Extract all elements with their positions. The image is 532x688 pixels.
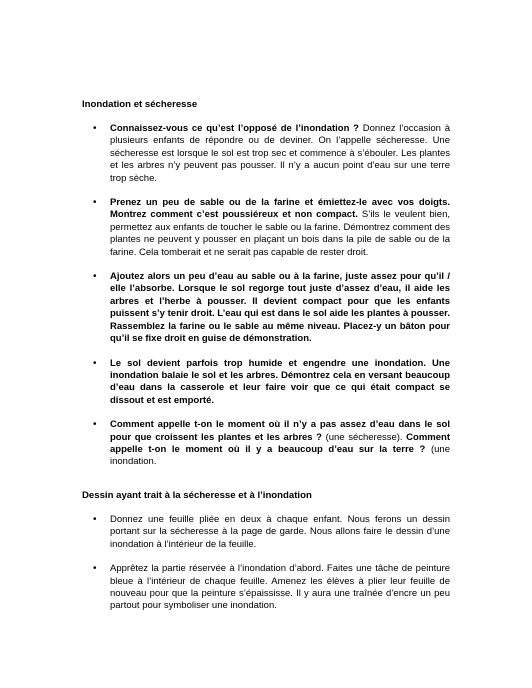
list-item-body: Donnez l’occasion à plusieurs enfants de répondre ou de deviner. On l’appelle sécheresse. Une sécheresse est lorsque le sol est trop sec et commence à s’ébouler. Les plantes et les arbres n’y peuvent pas pousser. Il n’y a aucun point d’eau sur une terre trop sèche. xyxy=(110,123,450,184)
bullet-icon: • xyxy=(93,563,97,575)
list-item-text xyxy=(110,419,450,469)
list-item xyxy=(0,123,532,185)
list-item-bold: Prenez un peu de sable ou de la farine et émiettez-le avec vos doigts. Montrez comment c’est poussiéreux et non compact. xyxy=(110,197,450,221)
list-item-text xyxy=(110,358,450,408)
list-item-text xyxy=(110,271,450,345)
list-item xyxy=(0,358,532,408)
bullet-icon: • xyxy=(93,357,97,369)
list-item-bold: Comment appelle t-on le moment où il n’y a pas assez d’eau dans le sol pour que croissent les plantes et les arbres ? xyxy=(110,419,450,443)
list-item-body: (une sécheresse). xyxy=(321,431,403,443)
bullet-icon: • xyxy=(93,271,97,283)
list-item xyxy=(0,197,532,259)
bullet-icon: • xyxy=(93,197,97,209)
list-item-body: S’ils le veulent bien, permettez aux enfants de toucher le sable ou la farine. Démontrez comment des plantes ne peuvent y pousser en plaçant un bois dans la pile de sable ou de la farine. Cela tomberait et ne serait pas capable de rester droit. xyxy=(110,209,450,258)
bullet-icon: • xyxy=(93,419,97,431)
list-item-text xyxy=(110,197,450,259)
list-item xyxy=(0,271,532,345)
list-item-bold: Le sol devient parfois trop humide et engendre une inondation. Une inondation balaie le sol et les arbres. Démontrez cela en versant beaucoup d’eau dans la casserole et leur faire voir que ce qui était compact se dissout et est emporté. xyxy=(110,357,450,406)
list-item-text: Apprêtez la partie réservée à l’inondation d’abord. Faites une tâche de peinture bleue à l’intérieur de chaque feuille. Amenez les élèves à plier leur feuille de nouveau pour que la peinture s’épaississe. Il y aura une traînée d’encre un peu partout pour symboliser une inondation. xyxy=(110,563,450,612)
section-heading-flood-drought: Inondation et sécheresse xyxy=(82,99,198,110)
list-item-body: (une inondation. xyxy=(110,443,450,468)
list-item xyxy=(0,563,532,613)
list-item xyxy=(0,419,532,469)
list-item xyxy=(0,514,532,551)
flood-drought-list xyxy=(0,123,532,469)
bullet-icon: • xyxy=(93,123,97,134)
list-item-text xyxy=(110,123,450,185)
list-item-bold: Ajoutez alors un peu d’eau au sable ou à la farine, juste assez pour qu’il / elle l’absorbe. Lorsque le sol regorge tout juste d’assez d’eau, il aide les arbres et l’herbe à pousser. Il devient compact pour que les enfants puissent s’y tenir droit. L’eau qui est dans le sol aide les plantes à pousser. Rassemblez la farine ou le sable au même niveau. Placez-y un bâton pour qu’il se fixe droit en guise de démonstration. xyxy=(110,271,450,345)
list-item-text: Donnez une feuille pliée en deux à chaque enfant. Nous ferons un dessin portant sur la sécheresse à la page de garde. Nous allons faire le dessin d’une inondation à l’intérieur de la feuille. xyxy=(110,514,450,550)
list-item-bold: Comment appelle t-on le moment où il y a beaucoup d’eau sur la terre ? xyxy=(110,431,450,455)
section-heading-drawing: Dessin ayant trait à la sécheresse et à l’inondation xyxy=(82,490,312,501)
bullet-icon: • xyxy=(93,514,97,525)
list-item-bold: Connaissez-vous ce qu’est l’opposé de l’inondation ? xyxy=(110,123,359,134)
drawing-list xyxy=(0,514,532,613)
